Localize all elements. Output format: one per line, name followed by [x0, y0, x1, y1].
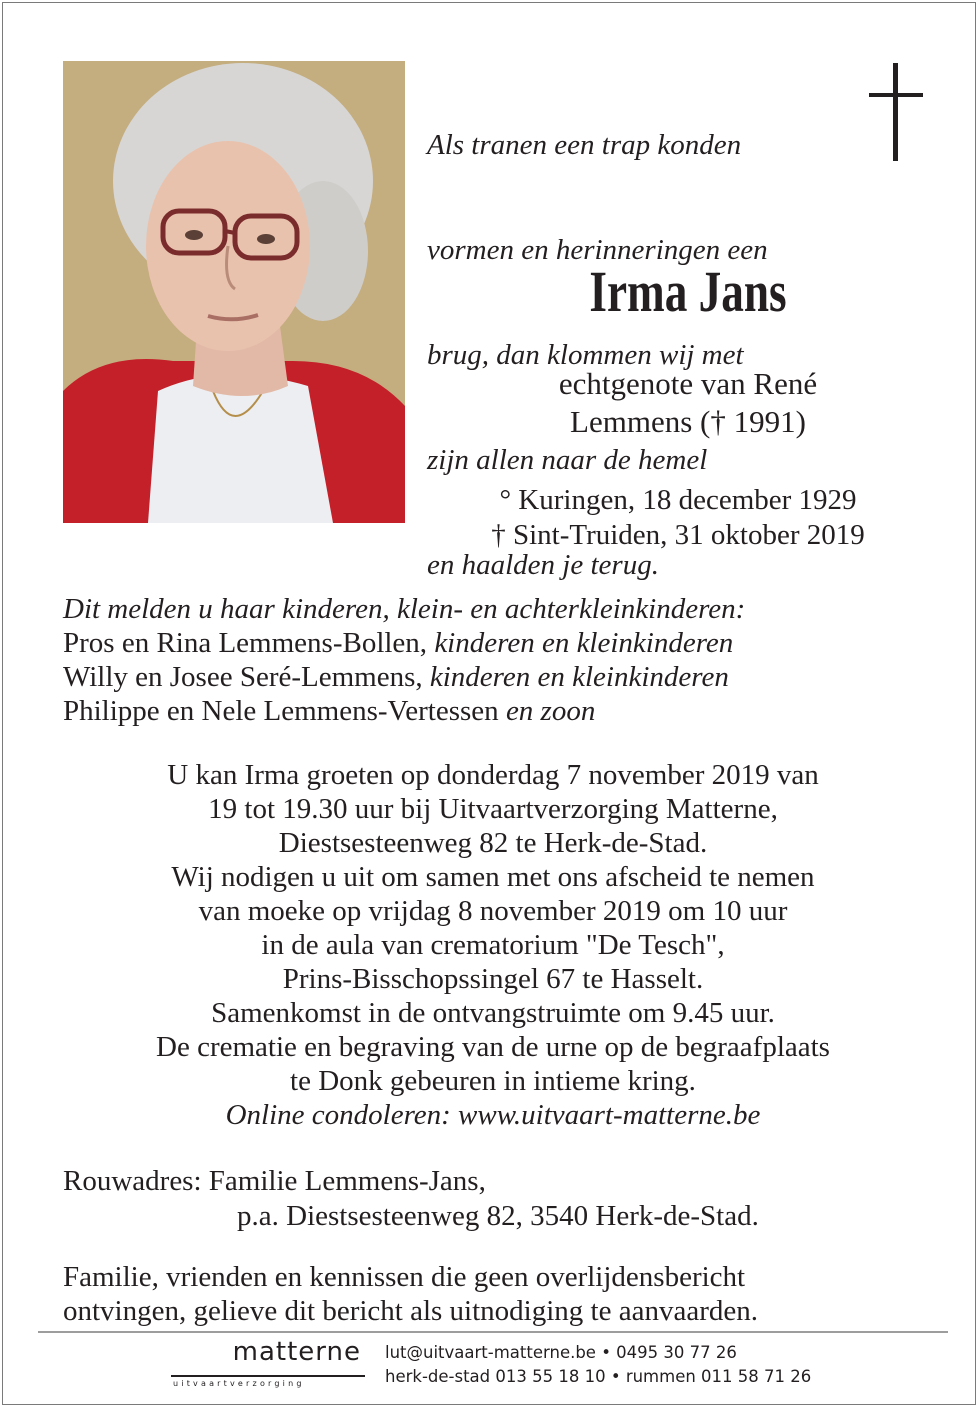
ceremony-line: Wij nodigen u uit om samen met ons afscheid te nemen: [171, 861, 815, 893]
cross-icon: [865, 63, 925, 163]
family-row: [63, 694, 745, 728]
ceremony-line: Prins-Bisschopssingel 67 te Hasselt.: [282, 963, 704, 995]
poem: [427, 58, 768, 653]
portrait-photo: [63, 61, 405, 523]
ceremony-line: Diestsesteenweg 82 te Herk-de-Stad.: [278, 827, 708, 859]
address-line: Rouwadres: Familie Lemmens-Jans,: [63, 1165, 486, 1197]
address-line: p.a. Diestsesteenweg 82, 3540 Herk-de-Stad.: [237, 1200, 759, 1232]
poem-line: brug, dan klommen wij met: [427, 339, 744, 371]
ceremony-line: in de aula van crematorium "De Tesch",: [261, 929, 725, 961]
ceremony-line: van moeke op vrijdag 8 november 2019 om 10 uur: [198, 895, 788, 927]
birth-date: ° Kuringen, 18 december 1929: [499, 484, 857, 516]
ceremony-line: Samenkomst in de ontvangstruimte om 9.45 uur.: [211, 997, 775, 1029]
logo-word: matterne: [232, 1337, 361, 1367]
announcement-intro-text: Dit melden u haar kinderen, klein- en achterkleinkinderen:: [63, 593, 746, 625]
ceremony-line: U kan Irma groeten op donderdag 7 november 2019 van: [167, 759, 819, 791]
footer-contact: [385, 1341, 811, 1389]
family-row: [63, 626, 745, 660]
family-relation: en zoon: [505, 695, 596, 727]
logo-underline: [171, 1375, 365, 1377]
contact-line[interactable]: lut@uitvaart-matterne.be • 0495 30 77 26: [385, 1343, 737, 1362]
family-relation: kinderen en kleinkinderen: [434, 627, 734, 659]
life-dates: [443, 483, 913, 553]
ceremony-line: De crematie en begraving van de urne op de begraafplaats: [156, 1031, 830, 1063]
poem-line: en haalden je terug.: [427, 549, 659, 581]
deceased-name: Irma Jans: [589, 259, 787, 324]
family-names: Willy en Josee Seré-Lemmens,: [63, 661, 423, 693]
spouse-info: [433, 365, 943, 441]
logo-tagline: uitvaartverzorging: [173, 1379, 305, 1388]
contact-line[interactable]: herk-de-stad 013 55 18 10 • rummen 011 58 71 26: [385, 1367, 812, 1386]
closing-line: Familie, vrienden en kennissen die geen overlijdensbericht: [63, 1261, 746, 1293]
family-names: Philippe en Nele Lemmens-Vertessen: [63, 695, 499, 727]
ceremony-line: te Donk gebeuren in intieme kring.: [290, 1065, 696, 1097]
family-relation: kinderen en kleinkinderen: [429, 661, 729, 693]
closing-note: [63, 1260, 758, 1328]
obituary-card: [2, 2, 976, 1405]
family-announcement: [63, 592, 745, 728]
ceremony-details: [43, 758, 943, 1132]
spouse-line: Lemmens († 1991): [570, 404, 806, 439]
matterne-logo: [171, 1337, 365, 1389]
death-date: † Sint-Truiden, 31 oktober 2019: [491, 519, 865, 551]
family-names: Pros en Rina Lemmens-Bollen,: [63, 627, 428, 659]
footer-divider: [38, 1331, 948, 1333]
spouse-line: echtgenote van René: [558, 366, 818, 401]
poem-line: zijn allen naar de hemel: [427, 444, 708, 476]
family-row: [63, 660, 745, 694]
announcement-intro: [63, 592, 745, 626]
online-condolence-link[interactable]: Online condoleren: www.uitvaart-matterne.be: [225, 1099, 761, 1131]
poem-line: Als tranen een trap konden: [427, 129, 742, 161]
poem-line: vormen en herinneringen een: [427, 234, 768, 266]
closing-line: ontvingen, gelieve dit bericht als uitnodiging te aanvaarden.: [63, 1295, 758, 1327]
ceremony-line: 19 tot 19.30 uur bij Uitvaartverzorging Matterne,: [208, 793, 778, 825]
portrait-illustration: [63, 61, 405, 523]
mourning-address: [63, 1164, 759, 1234]
